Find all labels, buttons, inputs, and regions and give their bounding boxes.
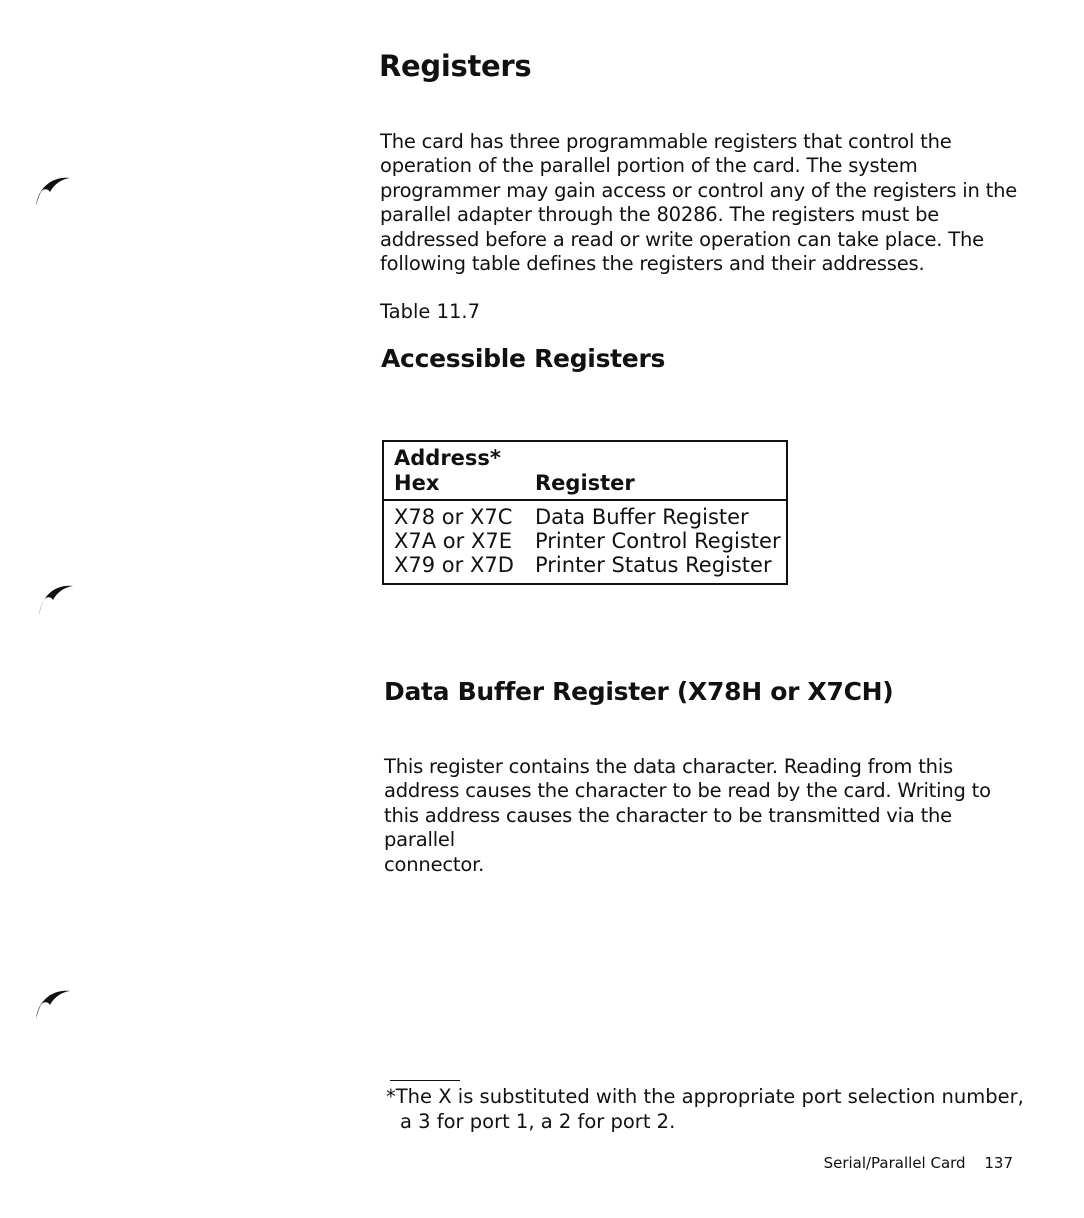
footnote: [386, 1084, 1024, 1134]
section-heading: Data Buffer Register (X78H or X7CH): [384, 677, 894, 706]
page-number: 137: [984, 1154, 1013, 1172]
table-cell-address: X78 or X7C: [394, 505, 513, 529]
intro-line: parallel adapter through the 80286. The registers must be: [380, 203, 940, 227]
table-cell-register: Printer Status Register: [535, 553, 772, 577]
table-cell-address: X7A or X7E: [394, 529, 512, 553]
footnote-line: *The X is substituted with the appropriate port selection number,: [386, 1085, 1024, 1108]
table-cell-register: Data Buffer Register: [535, 505, 749, 529]
footer-text: Serial/Parallel Card: [823, 1154, 966, 1172]
table-label: Table 11.7: [380, 300, 481, 323]
binder-hole-mark-icon: [35, 578, 85, 618]
section-line: connector.: [384, 852, 485, 876]
intro-line: addressed before a read or write operation can take place. The: [380, 227, 984, 251]
footnote-line: a 3 for port 1, a 2 for port 2.: [400, 1110, 676, 1133]
footnote-rule: [390, 1080, 460, 1081]
table-cell-register: Printer Control Register: [535, 529, 781, 553]
table-header-divider: [384, 499, 786, 501]
section-line: This register contains the data character. Reading from this: [384, 755, 954, 778]
section-line: address causes the character to be read by the card. Writing to: [384, 779, 991, 803]
page-footer: [824, 1154, 1013, 1172]
binder-hole-mark-icon: [32, 983, 82, 1023]
intro-line: programmer may gain access or control any of the registers in the: [380, 178, 1018, 202]
table-heading: Accessible Registers: [381, 344, 666, 373]
header-address: Address*: [394, 446, 501, 470]
header-register: Register: [535, 471, 635, 495]
intro-line: following table defines the registers and their addresses.: [380, 252, 925, 276]
intro-line: The card has three programmable registers that control the: [380, 130, 952, 153]
binder-hole-mark-icon: [32, 170, 82, 210]
section-line: this address causes the character to be transmitted via the parallel: [384, 803, 952, 852]
page-title: Registers: [379, 49, 532, 83]
header-hex: Hex: [394, 471, 440, 495]
registers-table: [382, 440, 788, 585]
table-cell-address: X79 or X7D: [394, 553, 514, 577]
intro-line: operation of the parallel portion of the card. The system: [380, 154, 918, 178]
intro-paragraph: [380, 130, 1020, 276]
section-paragraph: [384, 755, 1024, 877]
